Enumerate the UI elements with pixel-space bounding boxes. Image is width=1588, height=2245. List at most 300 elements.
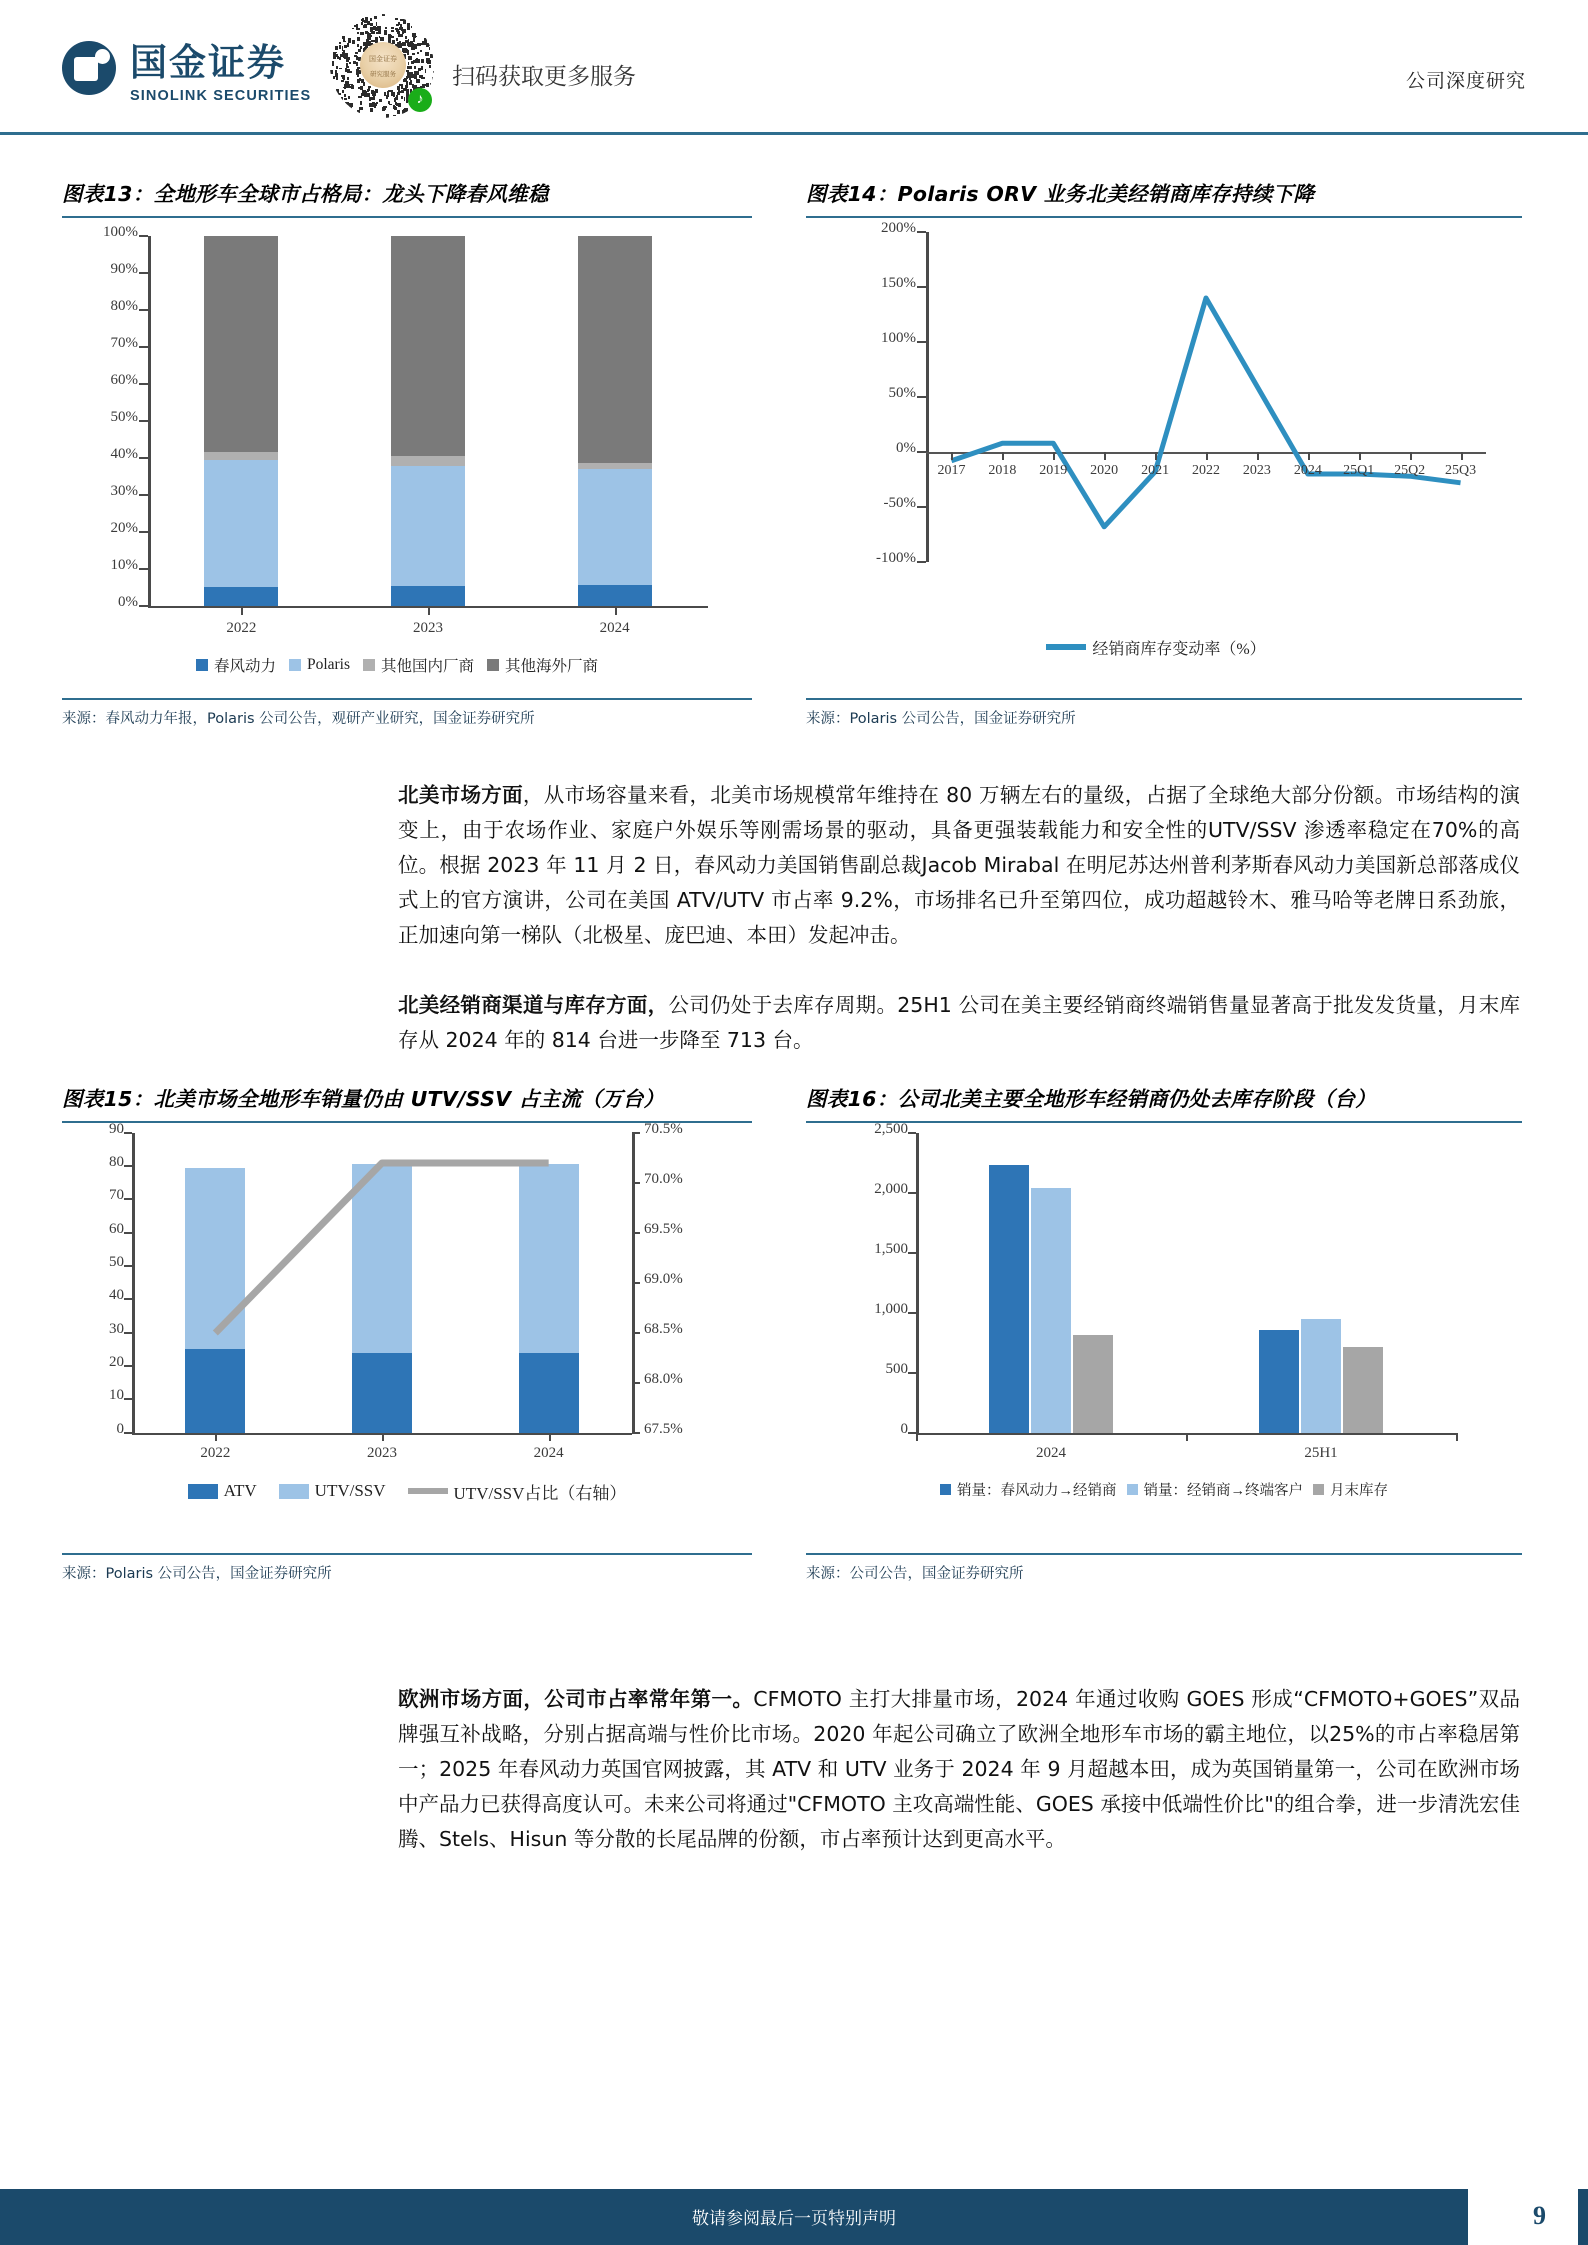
legend-swatch bbox=[940, 1484, 951, 1495]
bar bbox=[1343, 1347, 1383, 1433]
bar-segment bbox=[391, 456, 465, 466]
qr-dot bbox=[376, 102, 378, 104]
bar-segment bbox=[391, 236, 465, 456]
figure-14-rule-bottom bbox=[806, 698, 1522, 700]
brand-name-cn: 国金证券 bbox=[130, 41, 286, 84]
legend-label: UTV/SSV bbox=[314, 1481, 386, 1501]
ratio-line-path bbox=[215, 1163, 548, 1333]
qr-dot bbox=[339, 45, 341, 49]
x-axis-tick bbox=[951, 452, 953, 460]
legend-line-swatch bbox=[408, 1488, 448, 1494]
legend-label: 春风动力 bbox=[213, 657, 276, 675]
qr-dot bbox=[372, 102, 375, 106]
y-axis-tick bbox=[908, 1372, 916, 1374]
legend-label: 经销商库存变动率（%） bbox=[1092, 640, 1266, 658]
qr-dot bbox=[427, 60, 430, 63]
qr-dot bbox=[386, 114, 390, 118]
qr-dot bbox=[348, 38, 351, 43]
y-axis-tick bbox=[139, 531, 148, 533]
scan-prompt-text: 扫码获取更多服务 bbox=[452, 64, 636, 90]
qr-dot bbox=[368, 86, 371, 88]
qr-dot bbox=[420, 50, 422, 52]
y-axis-tick-label: 10% bbox=[110, 556, 138, 573]
legend-item bbox=[196, 654, 276, 676]
x-axis-group-tick bbox=[916, 1433, 918, 1441]
y2-axis-tick-label: 67.5% bbox=[644, 1420, 683, 1437]
x-axis-tick bbox=[1053, 452, 1055, 460]
bar-segment bbox=[578, 585, 652, 605]
qr-dot bbox=[357, 32, 359, 34]
qr-dot bbox=[389, 104, 392, 106]
x-axis-tick bbox=[1308, 452, 1310, 460]
y-axis-tick-label: 30% bbox=[110, 482, 138, 499]
x-axis-tick-label: 2020 bbox=[1090, 462, 1119, 478]
figure-16-title: 图表16：公司北美主要全地形车经销商仍处去库存阶段（台） bbox=[806, 1087, 1376, 1111]
qr-dot bbox=[341, 97, 343, 100]
qr-dot bbox=[421, 66, 423, 70]
qr-dot bbox=[398, 34, 400, 36]
qr-dot bbox=[426, 83, 429, 87]
qr-dot bbox=[361, 19, 363, 21]
qr-dot bbox=[355, 52, 357, 54]
paragraph-1-lead: 北美市场方面 bbox=[398, 783, 523, 807]
qr-dot bbox=[335, 46, 338, 50]
ratio-line-svg bbox=[62, 1120, 642, 1443]
qr-dot bbox=[363, 82, 365, 86]
y2-axis-tick-label: 70.0% bbox=[644, 1170, 683, 1187]
y-axis-tick bbox=[908, 1312, 916, 1314]
qr-dot bbox=[430, 83, 433, 86]
y-axis-tick-label: 60% bbox=[110, 371, 138, 388]
qr-dot bbox=[351, 85, 354, 89]
qr-dot bbox=[414, 66, 416, 69]
qr-dot bbox=[412, 53, 415, 55]
bar-segment bbox=[204, 587, 278, 606]
qr-dot bbox=[367, 21, 370, 25]
x-axis-tick-label: 2017 bbox=[937, 462, 966, 478]
x-axis-tick bbox=[1155, 452, 1157, 460]
chart-13 bbox=[62, 218, 752, 698]
y-axis-tick-label: 0 bbox=[116, 1420, 124, 1437]
bar-segment bbox=[204, 460, 278, 588]
legend-label: ATV bbox=[223, 1481, 257, 1501]
qr-dot bbox=[416, 79, 420, 83]
qr-dot bbox=[425, 52, 428, 56]
qr-dot bbox=[397, 110, 400, 114]
y-axis-tick-label: 60 bbox=[109, 1220, 124, 1237]
qr-dot bbox=[330, 70, 333, 74]
qr-dot bbox=[408, 56, 411, 60]
y-axis-tick-label: 2,500 bbox=[874, 1120, 908, 1137]
qr-dot bbox=[352, 28, 354, 30]
paragraph-3-lead: 欧洲市场方面，公司市占率常年第一。 bbox=[398, 1687, 754, 1711]
y-axis-tick-label: 1,000 bbox=[874, 1300, 908, 1317]
footer-disclaimer: 敬请参阅最后一页特别声明 bbox=[692, 2209, 896, 2229]
legend-label: 其他国内厂商 bbox=[381, 657, 475, 675]
qr-dot bbox=[403, 19, 406, 23]
y-axis-tick-label: 70 bbox=[109, 1187, 124, 1204]
legend-swatch bbox=[196, 659, 208, 671]
qr-core-label-1: 国金证券 bbox=[369, 55, 397, 63]
page-number: 9 bbox=[1533, 2201, 1546, 2230]
x-axis-tick-label: 2019 bbox=[1039, 462, 1068, 478]
qr-dot bbox=[377, 27, 380, 30]
y-axis-tick-label: 100% bbox=[881, 329, 916, 346]
qr-dot bbox=[365, 31, 368, 34]
bar-segment bbox=[391, 586, 465, 605]
brand-name-en: SINOLINK SECURITIES bbox=[130, 88, 312, 104]
chart-14 bbox=[806, 218, 1522, 698]
y-axis-tick bbox=[139, 346, 148, 348]
y2-axis-tick-label: 68.5% bbox=[644, 1320, 683, 1337]
qr-dot bbox=[417, 43, 421, 46]
qr-code-icon[interactable] bbox=[330, 14, 434, 118]
qr-dot bbox=[391, 27, 393, 29]
figure-15-rule-bottom bbox=[62, 1553, 752, 1555]
x-axis-tick-label: 2024 bbox=[1293, 462, 1322, 478]
qr-dot bbox=[358, 96, 362, 99]
legend-label: 其他海外厂商 bbox=[505, 657, 599, 675]
legend-swatch bbox=[1313, 1484, 1324, 1495]
qr-dot bbox=[350, 71, 352, 73]
bar bbox=[1301, 1319, 1341, 1433]
qr-dot bbox=[430, 54, 433, 58]
qr-dot bbox=[409, 82, 412, 85]
y-axis-tick-label: 40% bbox=[110, 445, 138, 462]
x-axis-tick-label: 2021 bbox=[1141, 462, 1170, 478]
qr-dot bbox=[346, 66, 350, 68]
qr-dot bbox=[356, 28, 359, 31]
legend-item bbox=[1046, 636, 1265, 659]
qr-dot bbox=[413, 38, 415, 42]
qr-dot bbox=[396, 38, 398, 41]
qr-dot bbox=[341, 80, 344, 82]
qr-dot bbox=[344, 84, 346, 89]
qr-dot bbox=[360, 32, 362, 35]
x-axis-tick-label: 25H1 bbox=[1304, 1444, 1338, 1461]
legend-item bbox=[487, 654, 598, 676]
x-axis-tick bbox=[615, 606, 617, 615]
x-axis-tick bbox=[241, 606, 243, 615]
legend-item bbox=[408, 1479, 627, 1504]
y-axis-tick-label: 500 bbox=[885, 1360, 908, 1377]
qr-dot bbox=[342, 90, 344, 92]
x-axis-tick-label: 2023 bbox=[1242, 462, 1271, 478]
x-axis-tick-label: 2024 bbox=[533, 1444, 564, 1461]
qr-dot bbox=[358, 49, 361, 52]
chart-16 bbox=[806, 1120, 1522, 1553]
qr-dot bbox=[357, 110, 360, 114]
qr-dot bbox=[354, 55, 358, 57]
y-axis-tick bbox=[908, 1252, 916, 1254]
x-axis-tick-label: 25Q3 bbox=[1444, 462, 1477, 478]
figure-13-title: 图表13：全地形车全球市占格局：龙头下降春风维稳 bbox=[62, 182, 549, 206]
y2-axis-tick-label: 69.5% bbox=[644, 1220, 683, 1237]
qr-dot bbox=[368, 33, 371, 37]
x-axis-tick-label: 2024 bbox=[599, 619, 630, 636]
qr-core-badge bbox=[360, 42, 406, 88]
qr-dot bbox=[392, 36, 394, 38]
legend-item bbox=[940, 1479, 1117, 1500]
qr-dot bbox=[342, 76, 345, 79]
y-axis-tick bbox=[139, 420, 148, 422]
qr-dot bbox=[399, 91, 402, 93]
qr-dot bbox=[388, 34, 391, 38]
y-axis-tick bbox=[139, 383, 148, 385]
qr-dot bbox=[332, 61, 334, 66]
figure-14-source: 来源：Polaris 公司公告，国金证券研究所 bbox=[806, 710, 1076, 727]
qr-core-label-2: 研究服务 bbox=[370, 71, 396, 78]
qr-dot bbox=[371, 97, 374, 101]
paragraph-dealer-inventory bbox=[398, 988, 1520, 1058]
chart-15 bbox=[62, 1120, 752, 1553]
figure-16-source: 来源：公司公告，国金证券研究所 bbox=[806, 1565, 1024, 1582]
qr-dot bbox=[356, 73, 358, 75]
y-axis-tick-label: 90 bbox=[109, 1120, 124, 1137]
qr-dot bbox=[421, 77, 425, 79]
qr-dot bbox=[336, 66, 338, 68]
y-axis-tick-label: 0% bbox=[118, 593, 138, 610]
y-axis-line bbox=[916, 1133, 919, 1433]
sinolink-logo-icon bbox=[62, 41, 116, 95]
figure-14-block bbox=[806, 180, 1522, 728]
qr-dot bbox=[342, 52, 345, 56]
paragraph-2-lead: 北美经销商渠道与库存方面， bbox=[398, 993, 669, 1017]
qr-dot bbox=[347, 70, 349, 73]
y-axis-tick bbox=[139, 494, 148, 496]
legend-swatch bbox=[363, 659, 375, 671]
line-series-svg bbox=[806, 218, 1496, 572]
qr-dot bbox=[391, 92, 393, 96]
qr-dot bbox=[396, 104, 398, 106]
paragraph-1-text: ，从市场容量来看，北美市场规模常年维持在 80 万辆左右的量级，占据了全球绝大部分份额。市场结构的演变上，由于农场作业、家庭户外娱乐等刚需场景的驱动，具备更强装载能力和安全性的UTV/SSV 渗透率稳定在70%的高位。根据 2023 年 11 月 2 日，春风动力美国销售副总裁Jacob Mirabal 在明尼苏达州普利茅斯春风动力美国新总部落成仪式上的官方演讲，公司在美国 ATV/UTV 市占率 9.2%，市场排名已升至第四位，成功超越铃木、雅马哈等老牌日系劲旅，正加速向第一梯队（北极星、庞巴迪、本田）发起冲击。 bbox=[398, 783, 1521, 947]
qr-dot bbox=[401, 96, 403, 99]
x-axis-tick-label: 2022 bbox=[1192, 462, 1220, 478]
bar bbox=[1031, 1188, 1071, 1433]
qr-dot bbox=[376, 22, 378, 27]
qr-dot bbox=[384, 30, 386, 35]
y-axis-tick-label: 30 bbox=[109, 1320, 124, 1337]
qr-dot bbox=[404, 88, 407, 91]
qr-dot bbox=[375, 37, 378, 41]
legend-swatch bbox=[487, 659, 499, 671]
bar-segment bbox=[578, 469, 652, 586]
qr-dot bbox=[406, 40, 408, 44]
y-axis-tick-label: 0 bbox=[900, 1420, 908, 1437]
qr-dot bbox=[414, 74, 418, 78]
qr-dot bbox=[405, 36, 407, 39]
y-axis-tick-label: 40 bbox=[109, 1287, 124, 1304]
qr-dot bbox=[395, 18, 398, 20]
qr-dot bbox=[344, 45, 347, 48]
figure-14-title: 图表14：Polaris ORV 业务北美经销商库存持续下降 bbox=[806, 182, 1315, 206]
qr-dot bbox=[333, 56, 336, 58]
qr-dot bbox=[397, 87, 400, 91]
x-axis-tick-label: 25Q1 bbox=[1343, 462, 1375, 478]
paragraph-3-text: 欧洲市场方面，公司市占率常年第一。CFMOTO 主打大排量市场，2024 年通过收购 GOES 形成“CFMOTO+GOES”双品牌强互补战略，分别占据高端与性价比市场。2020 年起公司确立了欧洲全地形车市场的霸主地位，以25%的市占率稳居第一；2025 年春风动力英国官网披露，其 ATV 和 UTV 业务于 2024 年 9 月超越本田，成为英国销量第一，公司在欧洲市场中产品力已获得高度认可。未来公司将通过"CFMOTO 主攻高端性能、GOES 承接中低端性价比"的组合拳，进一步清洗宏佳腾、Stels、Hisun 等分散的长尾品牌的份额，市占率预计达到更高水平。 bbox=[398, 1687, 1520, 1851]
x-axis-tick bbox=[1002, 452, 1004, 460]
paragraph-north-america-market bbox=[398, 778, 1520, 953]
qr-dot bbox=[433, 71, 434, 73]
x-axis-tick-label: 2024 bbox=[1036, 1444, 1066, 1461]
qr-dot bbox=[333, 76, 336, 80]
figure-15-block bbox=[62, 1085, 752, 1583]
qr-dot bbox=[347, 43, 349, 46]
qr-dot bbox=[357, 37, 360, 41]
legend-swatch bbox=[289, 659, 301, 671]
line-path bbox=[951, 298, 1460, 527]
chart-16-legend bbox=[806, 1479, 1522, 1500]
x-axis-tick-label: 2022 bbox=[200, 1444, 231, 1461]
qr-dot bbox=[385, 27, 388, 29]
qr-dot bbox=[339, 57, 342, 60]
legend-swatch bbox=[188, 1484, 218, 1499]
figure-16-block bbox=[806, 1085, 1522, 1583]
wechat-badge-icon: ♪ bbox=[408, 88, 432, 112]
legend-item bbox=[279, 1481, 386, 1501]
qr-dot bbox=[371, 90, 374, 94]
legend-label: 销量：经销商→终端客户 bbox=[1143, 1482, 1303, 1499]
bar bbox=[1259, 1330, 1299, 1433]
qr-dot bbox=[394, 107, 397, 110]
qr-dot bbox=[406, 49, 408, 53]
qr-dot bbox=[365, 17, 368, 21]
legend-item bbox=[289, 656, 350, 674]
qr-dot bbox=[413, 33, 416, 38]
x-axis-tick-label: 2023 bbox=[413, 619, 443, 636]
qr-dot bbox=[335, 52, 337, 54]
qr-dot bbox=[357, 79, 359, 83]
figure-16-rule-bottom bbox=[806, 1553, 1522, 1555]
y-axis-tick-label: -50% bbox=[883, 494, 916, 511]
bar bbox=[989, 1165, 1029, 1433]
chart-13-legend bbox=[62, 654, 732, 676]
legend-swatch bbox=[279, 1484, 309, 1499]
x-axis-tick bbox=[1257, 452, 1259, 460]
y-axis-tick bbox=[139, 309, 148, 311]
y-axis-tick bbox=[139, 235, 148, 237]
qr-dot bbox=[356, 62, 358, 66]
qr-dot bbox=[352, 40, 355, 44]
qr-dot bbox=[382, 14, 384, 16]
page-header bbox=[0, 0, 1588, 140]
qr-dot bbox=[409, 72, 412, 77]
qr-dot bbox=[343, 38, 346, 42]
y-axis-tick-label: 20 bbox=[109, 1354, 124, 1371]
bar-segment bbox=[204, 452, 278, 459]
figure-15-title: 图表15：北美市场全地形车销量仍由 UTV/SSV 占主流（万台） bbox=[62, 1087, 665, 1111]
qr-dot bbox=[406, 76, 408, 80]
qr-dot bbox=[343, 55, 346, 57]
qr-dot bbox=[345, 102, 348, 104]
qr-dot bbox=[429, 65, 431, 68]
legend-swatch bbox=[1127, 1484, 1138, 1495]
y-axis-tick-label: -100% bbox=[876, 549, 916, 566]
x-axis-tick-label: 2023 bbox=[367, 1444, 397, 1461]
y-axis-tick-label: 50% bbox=[110, 408, 138, 425]
qr-dot bbox=[391, 30, 394, 32]
qr-dot bbox=[339, 42, 341, 45]
y-axis-tick-label: 10 bbox=[109, 1387, 124, 1404]
qr-dot bbox=[386, 95, 388, 98]
qr-dot bbox=[344, 94, 346, 97]
qr-dot bbox=[360, 87, 362, 90]
y2-axis-tick-label: 69.0% bbox=[644, 1270, 683, 1287]
qr-dot bbox=[422, 41, 426, 44]
qr-dot bbox=[349, 62, 351, 65]
x-axis-group-tick bbox=[1456, 1433, 1458, 1441]
y-axis-tick-label: 0% bbox=[896, 439, 916, 456]
x-axis-tick-label: 2022 bbox=[226, 619, 257, 636]
qr-dot bbox=[347, 77, 349, 80]
figure-13-source: 来源：春风动力年报，Polaris 公司公告，观研产业研究，国金证券研究所 bbox=[62, 710, 535, 727]
y-axis-tick-label: 150% bbox=[881, 274, 916, 291]
qr-dot bbox=[348, 96, 350, 99]
y2-axis-tick-label: 68.0% bbox=[644, 1370, 683, 1387]
legend-item bbox=[363, 654, 474, 676]
qr-dot bbox=[374, 16, 377, 19]
y-axis-tick-label: 80 bbox=[109, 1154, 124, 1171]
y-axis-tick-label: 80% bbox=[110, 297, 138, 314]
figure-15-source: 来源：Polaris 公司公告，国金证券研究所 bbox=[62, 1565, 332, 1582]
qr-dot bbox=[411, 46, 414, 50]
y-axis-tick bbox=[139, 457, 148, 459]
qr-dot bbox=[356, 69, 359, 74]
y-axis-tick-label: 1,500 bbox=[874, 1240, 908, 1257]
qr-dot bbox=[363, 91, 367, 95]
figure-13-rule-bottom bbox=[62, 698, 752, 700]
qr-dot bbox=[417, 52, 419, 55]
y-axis-tick-label: 50% bbox=[888, 384, 916, 401]
x-axis-tick bbox=[1206, 452, 1208, 460]
chart-14-legend bbox=[806, 636, 1506, 659]
qr-dot bbox=[360, 101, 362, 104]
qr-dot bbox=[380, 37, 384, 41]
y-axis-tick-label: 20% bbox=[110, 519, 138, 536]
qr-dot bbox=[382, 107, 385, 111]
qr-dot bbox=[393, 115, 397, 117]
document-type-label: 公司深度研究 bbox=[1405, 70, 1526, 92]
qr-dot bbox=[370, 23, 373, 26]
x-axis-tick-label: 25Q2 bbox=[1394, 462, 1426, 478]
qr-dot bbox=[414, 61, 416, 63]
qr-dot bbox=[361, 22, 364, 25]
bar-segment bbox=[204, 236, 278, 452]
legend-label: 销量：春风动力→经销商 bbox=[957, 1482, 1117, 1499]
y-axis-tick bbox=[908, 1132, 916, 1134]
qr-dot bbox=[403, 29, 406, 33]
y-axis-tick bbox=[908, 1432, 916, 1434]
qr-dot bbox=[407, 66, 410, 69]
legend-item bbox=[1127, 1479, 1304, 1500]
x-axis-tick bbox=[428, 606, 430, 615]
qr-dot bbox=[407, 26, 409, 30]
y-axis-tick-label: 70% bbox=[110, 334, 138, 351]
qr-dot bbox=[373, 31, 375, 34]
legend-item bbox=[1313, 1479, 1388, 1500]
qr-dot bbox=[374, 106, 377, 108]
qr-dot bbox=[396, 29, 399, 32]
figure-13-block bbox=[62, 180, 752, 728]
y-axis-tick-label: 200% bbox=[881, 219, 916, 236]
qr-dot bbox=[379, 99, 381, 102]
x-axis-tick bbox=[1410, 452, 1412, 460]
header-divider bbox=[0, 132, 1588, 135]
y-axis-tick-label: 90% bbox=[110, 260, 138, 277]
qr-dot bbox=[367, 89, 369, 92]
paragraph-europe-market bbox=[398, 1682, 1520, 1857]
y-axis-tick bbox=[139, 272, 148, 274]
